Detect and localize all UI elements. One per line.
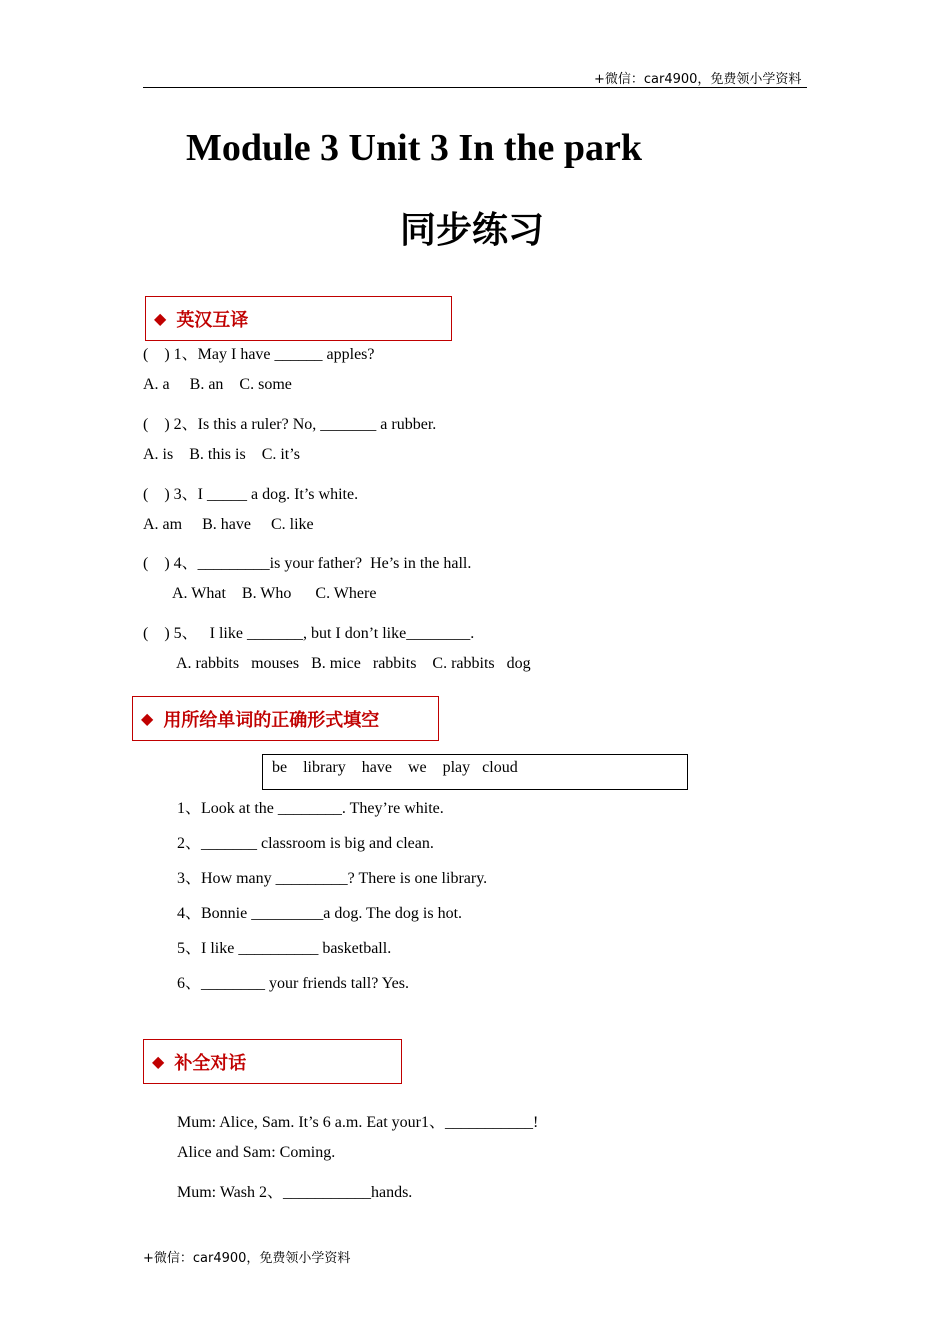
page-title: Module 3 Unit 3 In the park (186, 127, 643, 169)
diamond-icon: ◆ (154, 309, 167, 328)
question-line: ( ) 3、I _____ a dog. It’s white. (143, 486, 359, 503)
section-1-heading (145, 296, 452, 341)
options-line: A. a B. an C. some (143, 376, 292, 393)
section-2-heading (132, 696, 439, 741)
section-2-title: 用所给单词的正确形式填空 (163, 709, 380, 731)
question-line: ( ) 2、Is this a ruler? No, _______ a rubber. (143, 416, 437, 433)
options-line: A. am B. have C. like (143, 516, 314, 533)
fill-blank-line: 3、How many _________? There is one library. (177, 870, 488, 887)
diamond-icon: ◆ (141, 709, 154, 728)
options-line: A. What B. Who C. Where (172, 585, 377, 602)
fill-blank-line: 6、________ your friends tall? Yes. (177, 975, 409, 992)
question-line: ( ) 1、May I have ______ apples? (143, 346, 375, 363)
section-3-heading (143, 1039, 402, 1084)
dialogue-line: Mum: Alice, Sam. It’s 6 a.m. Eat your1、___________! (177, 1114, 539, 1131)
question-line: ( ) 5、 I like _______, but I don’t like________. (143, 625, 475, 642)
dialogue-line: Mum: Wash 2、___________hands. (177, 1184, 413, 1201)
dialogue-line: Alice and Sam: Coming. (177, 1144, 336, 1161)
fill-blank-line: 5、I like __________ basketball. (177, 940, 392, 957)
section-1-title: 英汉互译 (176, 309, 249, 331)
page-subtitle: 同步练习 (400, 210, 545, 251)
header-text: +微信：car4900，免费领小学资料 (594, 72, 802, 87)
options-line: A. is B. this is C. it’s (143, 446, 300, 463)
header-rule (143, 87, 807, 88)
options-line: A. rabbits mouses B. mice rabbits C. rabbits dog (176, 655, 531, 672)
fill-blank-line: 2、_______ classroom is big and clean. (177, 835, 434, 852)
word-bank-box: be library have we play cloud (262, 754, 688, 790)
section-3-title: 补全对话 (174, 1052, 247, 1074)
fill-blank-line: 1、Look at the ________. They’re white. (177, 800, 444, 817)
question-line: ( ) 4、_________is your father? He’s in the hall. (143, 555, 472, 572)
diamond-icon: ◆ (152, 1052, 165, 1071)
footer-text: +微信：car4900，免费领小学资料 (143, 1251, 351, 1266)
fill-blank-line: 4、Bonnie _________a dog. The dog is hot. (177, 905, 463, 922)
